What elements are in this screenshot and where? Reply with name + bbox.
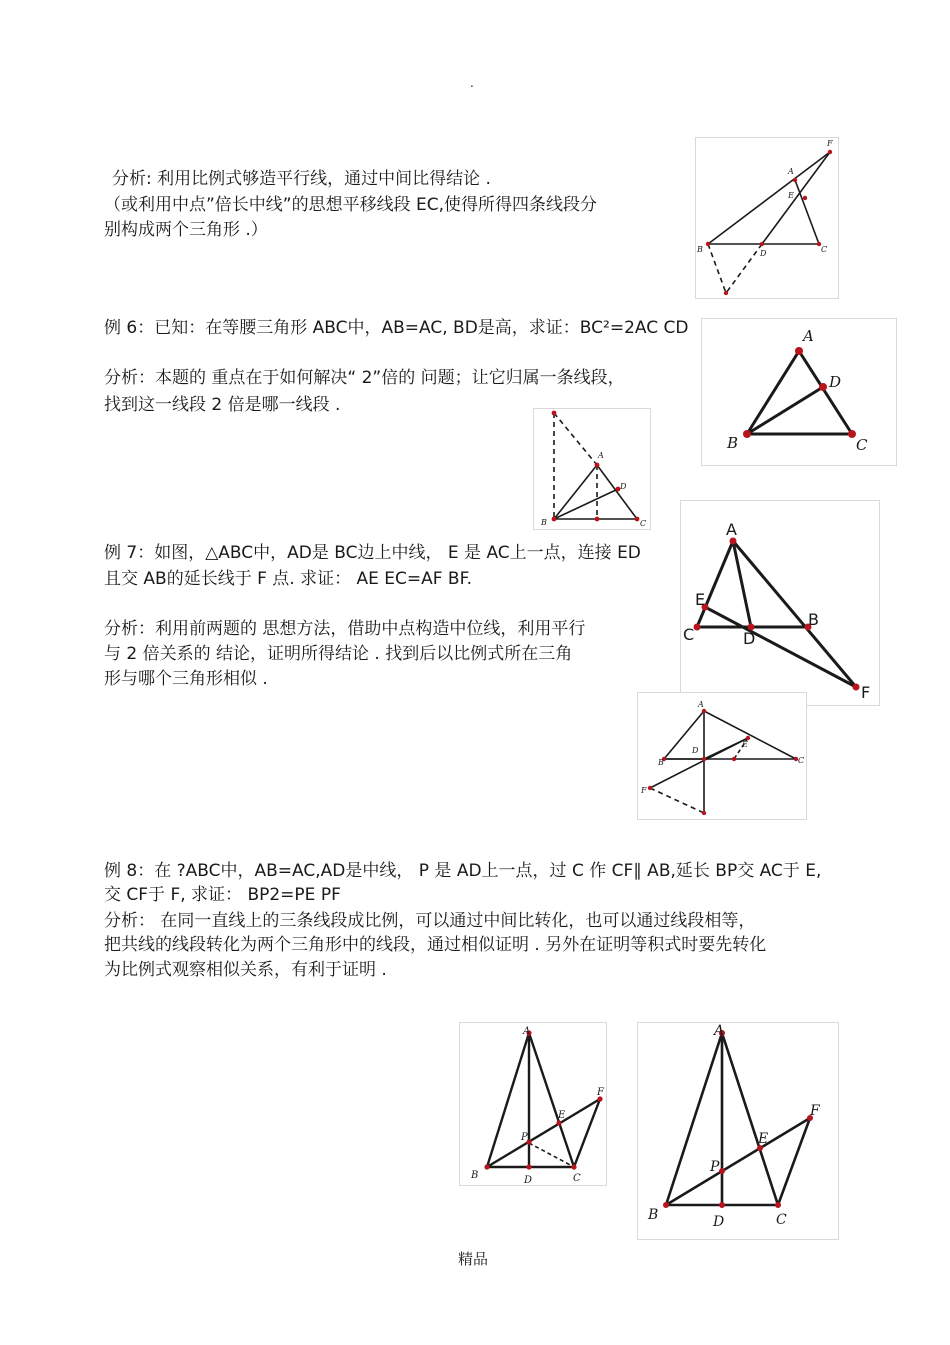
figure-4 xyxy=(680,500,880,706)
example6-problem: 例 6：已知：在等腰三角形 ABC中，AB=AC, BD是高，求证：BC²=2AC CD xyxy=(104,318,689,338)
header-dot: . xyxy=(470,76,474,90)
fig6-label-B: B xyxy=(471,1170,479,1181)
fig7-label-A: A xyxy=(714,1023,725,1039)
fig1-label-D: D xyxy=(760,249,767,258)
fig3-label-B: B xyxy=(541,518,547,527)
example7-problem-line1: 例 7：如图，△ABC中，AD是 BC边上中线， E 是 AC上一点，连接 ED xyxy=(104,543,641,563)
figure-7 xyxy=(637,1022,839,1240)
fig2-label-A: A xyxy=(803,327,814,345)
analysis-top-line3: 别构成两个三角形 .） xyxy=(104,220,268,240)
example8-analysis-line3: 为比例式观察相似关系，有利于证明 . xyxy=(104,960,387,980)
fig5-label-A: A xyxy=(698,700,704,709)
figure-3 xyxy=(533,408,651,530)
analysis-top-line1: 分析: 利用比例式够造平行线，通过中间比得结论 . xyxy=(112,169,491,189)
fig4-label-B: B xyxy=(808,610,819,629)
fig5-label-D: D xyxy=(692,746,699,755)
example8-problem-line1: 例 8：在 ?ABC中，AB=AC,AD是中线， P 是 AD上一点，过 C 作 CF∥ AB,延长 BP交 AC于 E, xyxy=(104,861,822,881)
fig3-label-D: D xyxy=(620,482,627,491)
example6-analysis-line2: 找到这一线段 2 倍是哪一线段 . xyxy=(104,395,341,415)
fig6-label-P: P xyxy=(521,1132,528,1143)
example8-analysis-line2: 把共线的线段转化为两个三角形中的线段，通过相似证明 . 另外在证明等积式时要先转化 xyxy=(104,935,767,955)
fig4-label-E: E xyxy=(695,590,706,609)
fig3-label-A: A xyxy=(598,451,604,460)
fig1-label-C: C xyxy=(821,245,828,254)
fig7-label-F: F xyxy=(810,1103,820,1119)
fig4-label-C: C xyxy=(683,625,695,644)
fig2-label-B: B xyxy=(727,434,739,452)
fig6-label-F: F xyxy=(597,1087,604,1098)
fig7-label-E: E xyxy=(758,1131,769,1147)
example7-problem-line2: 且交 AB的延长线于 F 点. 求证： AE EC=AF BF. xyxy=(104,569,473,589)
fig7-label-C: C xyxy=(776,1212,787,1228)
figure-6 xyxy=(459,1022,607,1186)
fig3-label-C: C xyxy=(640,519,647,528)
fig5-label-E: E xyxy=(742,740,748,749)
fig4-label-A: A xyxy=(726,520,737,539)
fig1-label-F: F xyxy=(827,139,833,148)
fig5-label-B: B xyxy=(658,758,664,767)
analysis-top-line2: （或利用中点”倍长中线”的思想平移线段 EC,使得所得四条线段分 xyxy=(104,195,598,215)
fig6-label-A: A xyxy=(523,1026,531,1037)
fig7-label-B: B xyxy=(648,1207,659,1223)
fig4-label-D: D xyxy=(743,629,756,648)
example8-analysis-line1: 分析： 在同一直线上的三条线段成比例，可以通过中间比转化，也可以通过线段相等， xyxy=(104,911,756,931)
fig1-label-B: B xyxy=(697,245,703,254)
fig7-label-D: D xyxy=(713,1214,725,1230)
example7-analysis-line2: 与 2 倍关系的 结论，证明所得结论 . 找到后以比例式所在三角 xyxy=(104,644,573,664)
fig6-label-E: E xyxy=(558,1110,566,1121)
fig2-label-D: D xyxy=(829,373,842,391)
fig6-label-C: C xyxy=(573,1173,581,1184)
example7-analysis-line1: 分析：利用前两题的 思想方法，借助中点构造中位线，利用平行 xyxy=(104,619,586,639)
example8-problem-line2: 交 CF于 F, 求证： BP2=PE PF xyxy=(104,885,341,905)
figure-5 xyxy=(637,692,807,820)
fig2-label-C: C xyxy=(856,436,868,454)
fig5-label-C: C xyxy=(798,756,805,765)
footer-text: 精品 xyxy=(458,1250,489,1268)
example6-analysis-line1: 分析：本题的 重点在于如何解决“ 2”倍的 问题；让它归属一条线段， xyxy=(104,368,625,388)
fig4-label-F: F xyxy=(861,683,871,702)
fig1-label-E: E xyxy=(788,191,794,200)
fig6-label-D: D xyxy=(524,1175,533,1185)
fig1-label-A: A xyxy=(788,167,794,176)
figure-1 xyxy=(695,137,839,299)
fig7-label-P: P xyxy=(710,1159,720,1175)
figure-2 xyxy=(701,318,897,466)
example7-analysis-line3: 形与哪个三角形相似 . xyxy=(104,669,268,689)
fig5-label-F: F xyxy=(641,786,647,795)
